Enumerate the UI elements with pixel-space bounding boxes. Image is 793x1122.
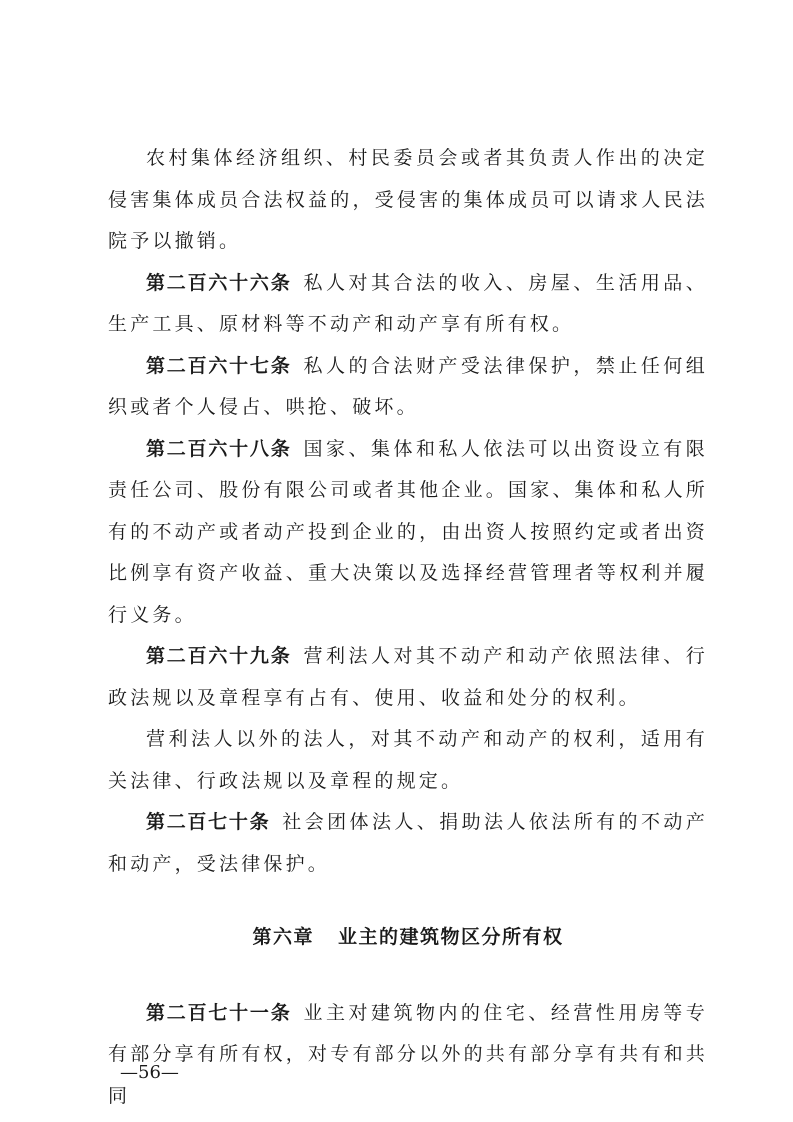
article-text: 私人的合法财产受法律保护，禁止任何组织或者个人侵占、哄抢、破坏。: [108, 354, 708, 418]
article-text: 业主对建筑物内的住宅、经营性用房等专有部分享有所有权，对专有部分以外的共有部分享有共有和共同: [108, 1001, 708, 1107]
article-text: 私人对其合法的收入、房屋、生活用品、生产工具、原材料等不动产和动产享有所有权。: [108, 271, 708, 335]
article-paragraph: [108, 636, 708, 719]
article-text: 农村集体经济组织、村民委员会或者其负责人作出的决定侵害集体成员合法权益的，受侵害的集体成员可以请求人民法院予以撤销。: [108, 147, 708, 252]
article-number: 第二百六十六条: [146, 271, 292, 294]
article-paragraph: [108, 138, 708, 263]
chapter-number: 第六章: [252, 926, 314, 948]
article-text: 营利法人以外的法人，对其不动产和动产的权利，适用有关法律、行政法规以及章程的规定。: [108, 728, 708, 792]
article-paragraph: [108, 802, 708, 885]
article-paragraph: [108, 719, 708, 802]
article-paragraph: [108, 993, 708, 1118]
article-number: 第二百七十一条: [146, 1001, 292, 1024]
article-list-bottom: [108, 993, 708, 1118]
article-number: 第二百七十条: [146, 811, 271, 833]
article-text: 营利法人对其不动产和动产依照法律、行政法规以及章程享有占有、使用、收益和处分的权利。: [108, 645, 708, 709]
chapter-title: 业主的建筑物区分所有权: [338, 926, 564, 948]
article-paragraph: [108, 429, 708, 637]
article-number: 第二百六十九条: [146, 645, 292, 667]
page-number: —56—: [120, 1062, 179, 1083]
article-number: 第二百六十七条: [146, 354, 292, 377]
article-number: 第二百六十八条: [146, 437, 292, 460]
article-list-top: [108, 138, 708, 885]
page-content: [108, 138, 708, 1117]
article-text: 国家、集体和私人依法可以出资设立有限责任公司、股份有限公司或者其他企业。国家、集体和私人所有的不动产或者动产投到企业的，由出资人按照约定或者出资比例享有资产收益、重大决策以及选择经营管理者等权利并履行义务。: [108, 437, 708, 626]
article-text: 社会团体法人、捐助法人依法所有的不动产和动产，受法律保护。: [108, 811, 708, 875]
chapter-heading: [108, 917, 708, 959]
article-paragraph: [108, 346, 708, 429]
article-paragraph: [108, 263, 708, 346]
